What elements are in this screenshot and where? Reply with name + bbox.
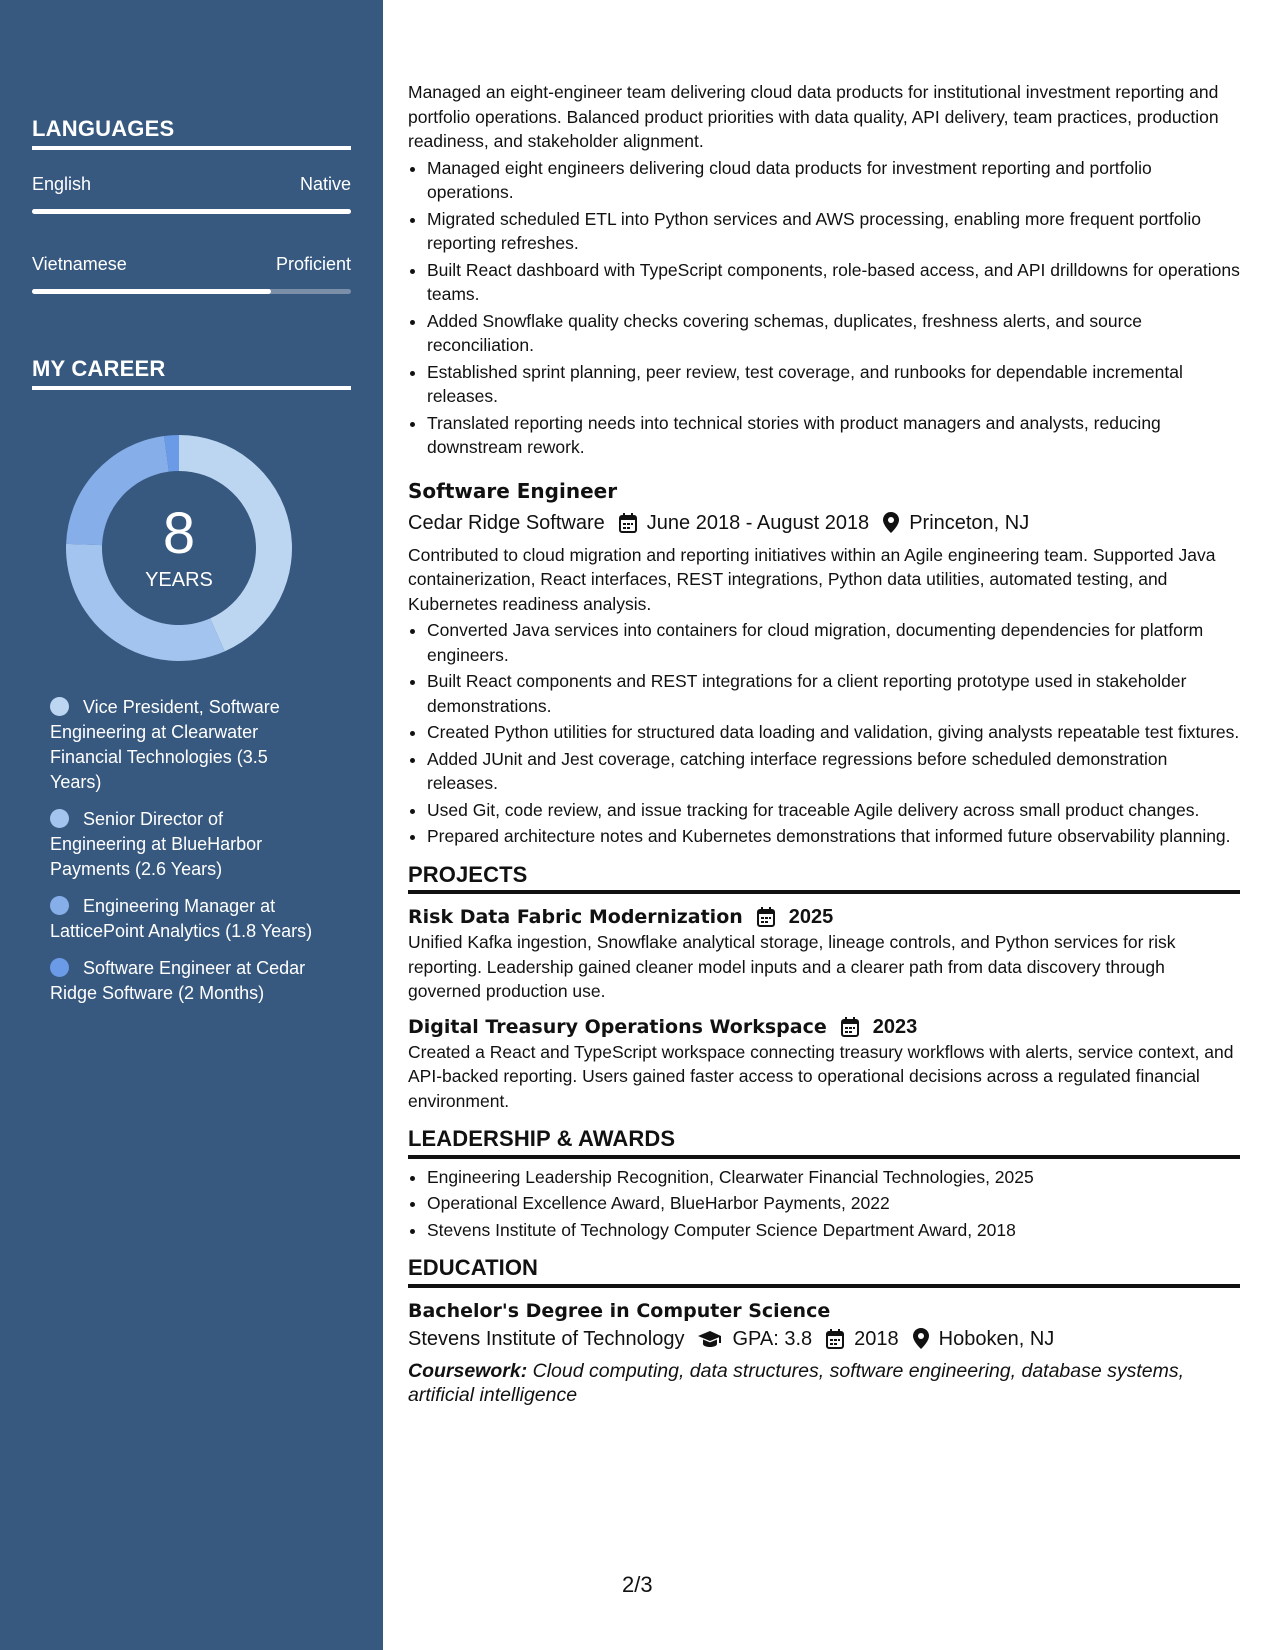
job-summary: Managed an eight-engineer team delivering cloud data products for institutional investment reporting and portfolio operations. Balanced product priorities with data quality, API delivery, team practices, production readiness, and stakeholder alignment.	[408, 82, 1219, 151]
languages-heading: LANGUAGES	[32, 116, 351, 150]
career-legend-item	[50, 956, 320, 1006]
map-pin-icon	[883, 512, 899, 533]
job-bullet: • Migrated scheduled ETL into Python services and AWS processing, enabling more frequent portfolio reporting refreshes.	[427, 207, 1240, 256]
award-item: • Stevens Institute of Technology Computer Science Department Award, 2018	[427, 1218, 1240, 1243]
project-title: Risk Data Fabric Modernization	[408, 906, 743, 928]
language-name: Vietnamese	[32, 254, 127, 274]
language-name: English	[32, 174, 92, 194]
education-gpa: GPA: 3.8	[732, 1327, 813, 1350]
career-section	[32, 356, 351, 390]
education-year: 2018	[854, 1327, 899, 1350]
graduation-cap-icon	[698, 1330, 722, 1348]
project-description: Created a React and TypeScript workspace connecting treasury workflows with alerts, service context, and API-backed reporting. Users gained faster access to operational decisions across a regulated financial environment.	[408, 1041, 1234, 1111]
job-bullet: • Converted Java services into containers for cloud migration, documenting dependencies for platform engineers.	[427, 618, 1240, 667]
language-proficiency-bar	[32, 289, 351, 294]
projects-heading: PROJECTS	[408, 863, 1240, 895]
project-description: Unified Kafka ingestion, Snowflake analytical storage, lineage controls, and Python services for risk reporting. Leadership gained cleaner model inputs and a clearer path from data discovery through governed production use.	[408, 932, 1176, 1001]
coursework	[408, 1359, 1240, 1407]
career-legend-item	[50, 807, 320, 882]
school-name: Stevens Institute of Technology	[408, 1327, 685, 1350]
legend-dot-icon	[50, 896, 69, 915]
sidebar	[0, 0, 383, 1650]
career-legend-label: Senior Director of Engineering at BlueHarbor Payments (2.6 Years)	[50, 809, 263, 879]
coursework-label: Coursework:	[408, 1359, 528, 1382]
language-level: Proficient	[275, 254, 351, 274]
job-meta	[408, 510, 1240, 536]
project-item	[408, 1014, 1240, 1114]
page-number: 2/3	[622, 1572, 653, 1597]
languages-section	[32, 116, 351, 294]
career-donut-chart	[66, 435, 292, 661]
language-item	[32, 174, 351, 214]
education-meta	[408, 1326, 1240, 1352]
job-bullet: • Built React dashboard with TypeScript components, role-based access, and API drilldowns for operations teams.	[427, 258, 1240, 307]
calendar-icon	[757, 907, 775, 927]
career-heading: MY CAREER	[32, 356, 351, 390]
calendar-icon	[619, 513, 637, 533]
language-level: Native	[299, 174, 351, 194]
language-proficiency-bar	[32, 209, 351, 214]
education-heading: EDUCATION	[408, 1256, 1240, 1288]
job-bullet: • Managed eight engineers delivering cloud data products for investment reporting and portfolio operations.	[427, 156, 1240, 205]
job-bullet: • Built React components and REST integrations for a client reporting prototype used in stakeholder demonstrations.	[427, 669, 1240, 718]
award-item: • Operational Excellence Award, BlueHarbor Payments, 2022	[427, 1191, 1240, 1216]
job-bullets	[408, 156, 1240, 460]
main-content	[408, 80, 1240, 1407]
language-proficiency-fill	[32, 289, 271, 294]
language-item	[32, 254, 351, 294]
career-legend-item	[50, 894, 320, 944]
coursework-text: Cloud computing, data structures, software engineering, database systems, artificial intelligence	[408, 1359, 1185, 1406]
career-legend	[50, 695, 320, 1018]
company-name: Cedar Ridge Software	[408, 511, 605, 534]
career-total-years: 8	[162, 501, 196, 566]
language-proficiency-fill	[32, 209, 351, 214]
job-summary: Contributed to cloud migration and reporting initiatives within an Agile engineering team. Supported Java containerization, React interfaces, REST integrations, Python data utilities, automated testing, and Kubernetes readiness analysis.	[408, 544, 1216, 614]
job-bullet: • Translated reporting needs into technical stories with product managers and analysts, reducing downstream rework.	[427, 411, 1240, 460]
project-title: Digital Treasury Operations Workspace	[408, 1015, 827, 1038]
project-year: 2023	[872, 1015, 918, 1038]
job-bullet: • Added Snowflake quality checks covering schemas, duplicates, freshness alerts, and source reconciliation.	[427, 309, 1240, 358]
career-donut-center	[66, 435, 292, 661]
degree-title: Bachelor's Degree in Computer Science	[408, 1299, 831, 1322]
job-dates: June 2018 - August 2018	[646, 511, 870, 534]
job-bullet: • Used Git, code review, and issue tracking for traceable Agile delivery across small product changes.	[427, 798, 1240, 823]
job-bullet: • Created Python utilities for structured data loading and validation, giving analysts repeatable test fixtures.	[427, 720, 1240, 745]
legend-dot-icon	[50, 809, 69, 828]
job-bullet: • Added JUnit and Jest coverage, catching interface regressions before scheduled demonstration releases.	[427, 747, 1240, 796]
career-years-label: YEARS	[145, 569, 213, 591]
legend-dot-icon	[50, 958, 69, 977]
education-location: Hoboken, NJ	[938, 1327, 1055, 1350]
calendar-icon	[826, 1329, 844, 1349]
project-year: 2025	[788, 906, 834, 928]
award-item: • Engineering Leadership Recognition, Clearwater Financial Technologies, 2025	[427, 1165, 1240, 1190]
awards-list	[408, 1165, 1240, 1243]
calendar-icon	[841, 1017, 859, 1037]
project-item	[408, 904, 1240, 1004]
job-bullet: • Prepared architecture notes and Kubernetes demonstrations that informed future observability planning.	[427, 824, 1240, 849]
legend-dot-icon	[50, 697, 69, 716]
job-title: Software Engineer	[408, 478, 618, 503]
career-legend-label: Engineering Manager at LatticePoint Analytics (1.8 Years)	[50, 896, 313, 941]
job-bullets	[408, 618, 1240, 849]
leadership-heading: LEADERSHIP & AWARDS	[408, 1127, 1240, 1159]
job-bullet: • Established sprint planning, peer review, test coverage, and runbooks for dependable incremental releases.	[427, 360, 1240, 409]
career-legend-label: Vice President, Software Engineering at Clearwater Financial Technologies (3.5 Years)	[50, 697, 280, 792]
career-legend-label: Software Engineer at Cedar Ridge Software (2 Months)	[50, 958, 306, 1003]
map-pin-icon	[913, 1328, 929, 1349]
job-location: Princeton, NJ	[909, 511, 1030, 534]
career-legend-item	[50, 695, 320, 795]
